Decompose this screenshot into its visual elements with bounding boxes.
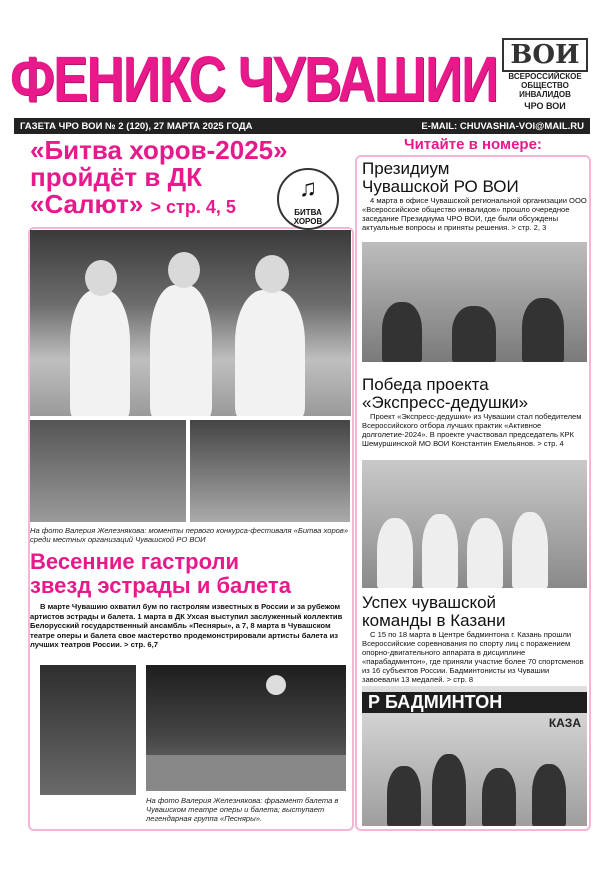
issue-info-bar	[14, 118, 590, 134]
voi-logo	[495, 38, 595, 118]
badminton-banner-sub: КАЗА	[548, 716, 581, 730]
music-note-icon: ♫	[299, 175, 317, 202]
lead-headline-line-1: «Битва хоров-2025»	[30, 135, 288, 165]
article2-headline-line-1: Весенние гастроли	[30, 549, 239, 574]
sidebar-item-express[interactable]	[362, 376, 587, 448]
sidebar-item-badminton[interactable]	[362, 594, 587, 684]
sidebar-item-head-2: «Экспресс-дедушки»	[362, 393, 529, 412]
pesnyary-concert-photo	[146, 665, 346, 791]
sidebar-item-body: Проект «Экспресс-дедушки» из Чувашии стал победителем Всероссийского отбора лучших практик «Активное долголетие-2024». В проекте участвовал председатель КРК Шемуршинской МО ВОИ Константин Емельянов. > стр. 4	[362, 412, 582, 448]
article2-headline-line-2: звезд эстрады и балета	[30, 573, 291, 598]
sidebar-item-body: С 15 по 18 марта в Центре бадминтона г. Казань прошли Всероссийские соревнования по спорту лиц с поражением опорно-двигательного аппарата в дисциплине «парабадминтон», где приняли участие более 70 спортсменов из 16 субъектов России. Бадминтонисты из Чувашии завоевали 13 медалей. > стр. 8	[362, 630, 584, 684]
article2-body: В марте Чувашию охватил бум по гастролям известных в России и за рубежом артистов эстрады и балета. 1 марта в ДК Ухсая выступил заслуженный коллектив Белорусский государственный ансамбль «Песняры», а 7, 8 марта в Чувашском театре оперы и балета свое мастерство продемонстрировали артисты балета из лучших театров России. > стр. 6,7	[30, 602, 343, 650]
issue-line: ГАЗЕТА ЧРО ВОИ № 2 (120), 27 МАРТА 2025 ГОДА	[20, 120, 253, 132]
email-link[interactable]: E-MAIL: CHUVASHIA-VOI@MAIL.RU	[421, 120, 584, 132]
choir-battle-emblem	[277, 168, 339, 230]
logo-line-3: ИНВАЛИДОВ	[519, 90, 571, 99]
sidebar-title: Читайте в номере:	[404, 136, 542, 153]
logo-mark: ВОИ	[502, 38, 587, 72]
article2-photo-caption: На фото Валерия Железнякова: фрагмент балета в Чувашском театре оперы и балета; выступает легендарная группа «Песняры».	[146, 796, 339, 823]
sidebar-item-presidium[interactable]	[362, 160, 587, 232]
sidebar-item-head-1: Победа проекта	[362, 375, 489, 394]
logo-sub: ЧРО ВОИ	[524, 101, 566, 111]
ballet-photo	[40, 665, 136, 795]
logo-line-1: ВСЕРОССИЙСКОЕ	[508, 72, 582, 81]
sidebar-item-head-2: команды в Казани	[362, 611, 506, 630]
newspaper-title: ФЕНИКС ЧУВАШИИ	[10, 43, 498, 115]
sidebar-item-body: 4 марта в офисе Чувашской региональной организации ООО «Всероссийское общество инвалидов» прошло очередное заседание Президиума ЧРО ВОИ, где были обсуждены актуальные вопросы и приняты решения. > стр. 2, 3	[362, 196, 587, 232]
badminton-banner: Р БАДМИНТОН	[362, 692, 587, 713]
lead-headline-line-3: «Салют»	[30, 189, 144, 219]
choir-photo	[30, 230, 351, 416]
sidebar-item-head-2: Чувашской РО ВОИ	[362, 177, 519, 196]
article2-headline	[30, 550, 352, 598]
sidebar-item-head-1: Успех чувашской	[362, 593, 497, 612]
emblem-label: БИТВА ХОРОВ	[293, 208, 323, 226]
masthead	[10, 40, 498, 118]
badminton-team-photo	[362, 686, 587, 826]
presidium-photo	[362, 242, 587, 362]
lead-photo-caption: На фото Валерия Железнякова: моменты первого конкурса-фестиваля «Битва хоров» среди местных организаций Чувашской РО ВОИ	[30, 526, 349, 544]
moon-icon	[266, 675, 286, 695]
express-team-photo	[362, 460, 587, 588]
lead-headline-line-2: пройдёт в ДК	[30, 162, 202, 192]
lead-page-link[interactable]: > стр. 4, 5	[150, 197, 236, 217]
audience-photo	[190, 420, 350, 522]
logo-line-2: ОБЩЕСТВО	[521, 81, 569, 90]
folk-ensemble-photo	[30, 420, 186, 522]
sidebar-item-head-1: Президиум	[362, 159, 450, 178]
